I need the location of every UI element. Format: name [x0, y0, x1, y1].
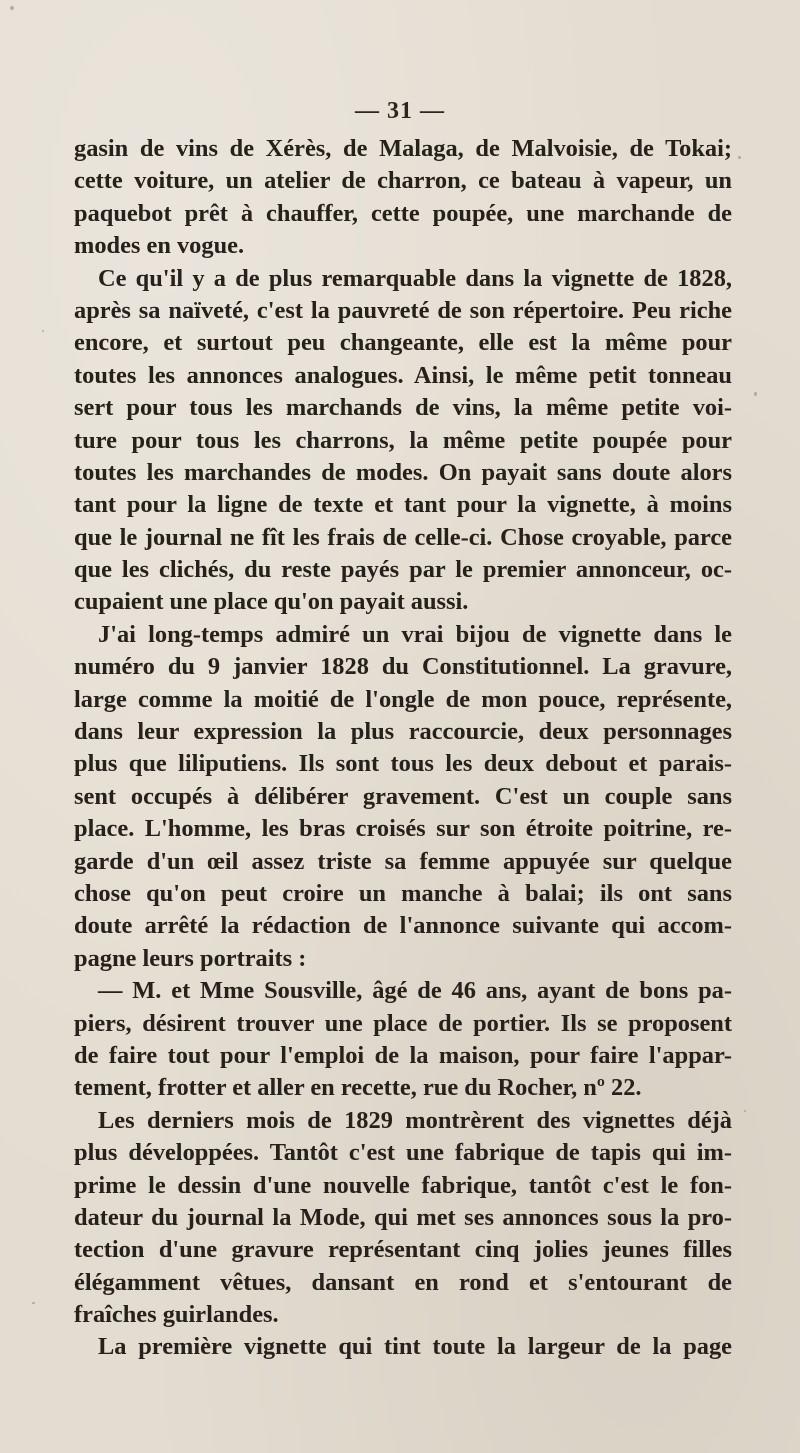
paper-speck	[754, 392, 757, 396]
text-line: toutes les annonces analogues. Ainsi, le même petit tonneau	[74, 361, 732, 389]
paper-speck	[10, 6, 14, 10]
text-line: sent occupés à délibérer gravement. C'est un couple sans	[74, 782, 732, 810]
text-line: que les clichés, du reste payés par le premier annonceur, oc-	[74, 556, 732, 584]
paper-speck	[42, 330, 44, 332]
text-line: chose qu'on peut croire un manche à balai; ils ont sans	[74, 879, 732, 907]
text-line: de faire tout pour l'emploi de la maison, pour faire l'appar-	[74, 1041, 732, 1069]
text-line: garde d'un œil assez triste sa femme appuyée sur quelque	[74, 847, 732, 875]
text-line: cette voiture, un atelier de charron, ce bateau à vapeur, un	[74, 167, 732, 195]
text-line: tant pour la ligne de texte et tant pour la vignette, à moins	[74, 491, 732, 519]
text-line: numéro du 9 janvier 1828 du Constitutionnel. La gravure,	[74, 653, 732, 681]
text-line: dateur du journal la Mode, qui met ses annonces sous la pro-	[74, 1203, 732, 1231]
text-line: doute arrêté la rédaction de l'annonce suivante qui accom-	[74, 912, 732, 940]
text-line: encore, et surtout peu changeante, elle est la même pour	[74, 329, 732, 357]
text-line: modes en vogue.	[74, 232, 245, 260]
paragraph-start-line: — M. et Mme Sousville, âgé de 46 ans, ayant de bons pa-	[98, 977, 732, 1005]
paper-speck	[32, 1302, 35, 1304]
text-line: ture pour tous les charrons, la même petite poupée pour	[74, 426, 732, 454]
text-line: large comme la moitié de l'ongle de mon pouce, représente,	[74, 685, 732, 713]
text-line: dans leur expression la plus raccourcie, deux personnages	[74, 718, 732, 746]
text-line: prime le dessin d'une nouvelle fabrique, tantôt c'est le fon-	[74, 1171, 732, 1199]
text-line: cupaient une place qu'on payait aussi.	[74, 588, 469, 616]
text-line: tement, frotter et aller en recette, rue du Rocher, nº 22.	[74, 1074, 642, 1102]
text-line: élégamment vêtues, dansant en rond et s'entourant de	[74, 1268, 732, 1296]
page-number: — 31 —	[355, 98, 445, 124]
text-line: tection d'une gravure représentant cinq jolies jeunes filles	[74, 1236, 732, 1264]
body-text	[74, 133, 732, 1364]
paper-speck	[744, 1110, 746, 1112]
text-line: pagne leurs portraits :	[74, 944, 307, 972]
paragraph-start-line: Les derniers mois de 1829 montrèrent des vignettes déjà	[98, 1106, 732, 1134]
text-line: piers, désirent trouver une place de portier. Ils se proposent	[74, 1009, 732, 1037]
text-line: paquebot prêt à chauffer, cette poupée, une marchande de	[74, 199, 732, 227]
text-line: que le journal ne fît les frais de celle-ci. Chose croyable, parce	[74, 523, 732, 551]
paper-speck	[738, 156, 741, 159]
paragraph-start-line: La première vignette qui tint toute la largeur de la page	[98, 1333, 732, 1361]
text-line: plus que liliputiens. Ils sont tous les deux debout et parais-	[74, 750, 732, 778]
text-line: plus développées. Tantôt c'est une fabrique de tapis qui im-	[74, 1139, 732, 1167]
text-line: gasin de vins de Xérès, de Malaga, de Malvoisie, de Tokai;	[74, 135, 732, 162]
text-line: fraîches guirlandes.	[74, 1301, 279, 1329]
text-line: sert pour tous les marchands de vins, la même petite voi-	[74, 394, 732, 422]
paragraph-start-line: J'ai long-temps admiré un vrai bijou de vignette dans le	[98, 620, 732, 648]
paragraph-start-line: Ce qu'il y a de plus remarquable dans la vignette de 1828,	[98, 264, 732, 292]
text-line: toutes les marchandes de modes. On payait sans doute alors	[74, 458, 732, 486]
text-line: après sa naïveté, c'est la pauvreté de son répertoire. Peu riche	[74, 296, 732, 324]
text-line: place. L'homme, les bras croisés sur son étroite poitrine, re-	[74, 815, 732, 843]
